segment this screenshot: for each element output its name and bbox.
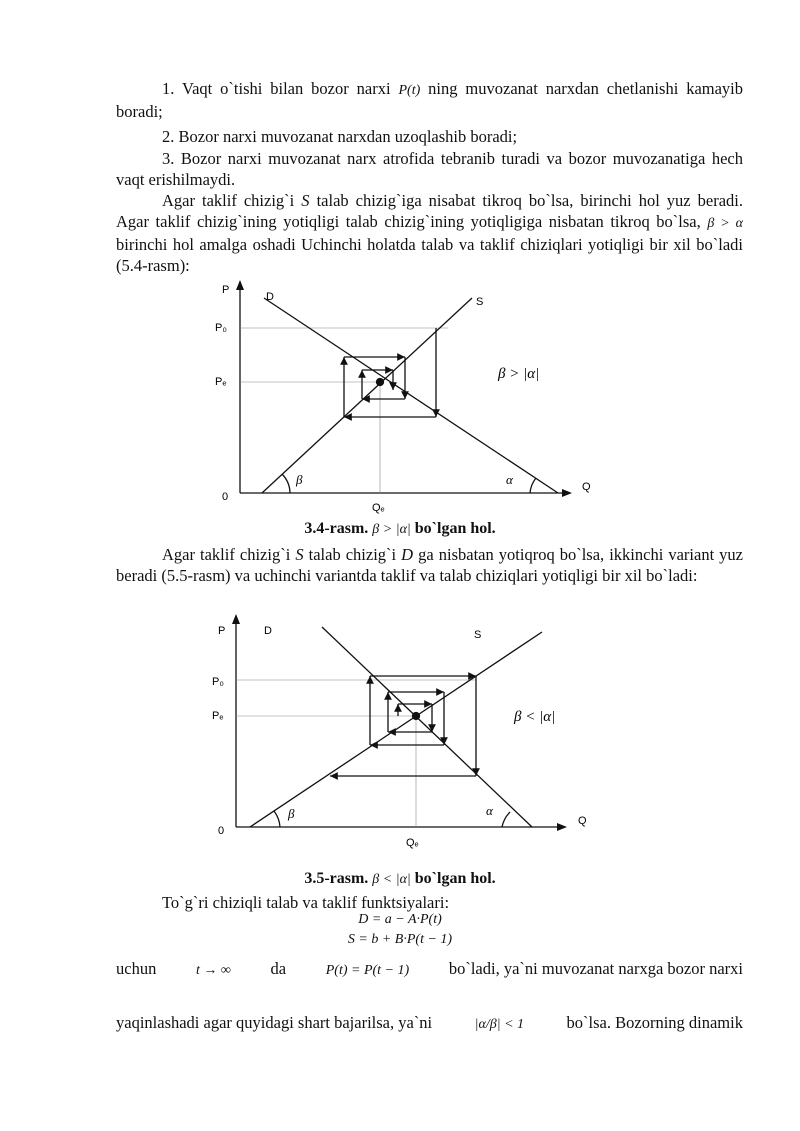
fig1-x-arrow xyxy=(562,489,572,497)
para1-text-a: 1. Vaqt o`tishi bilan bozor narxi xyxy=(162,79,391,98)
fig2-origin-label: 0 xyxy=(218,825,225,837)
paragraph-7 xyxy=(116,958,743,981)
fig1-caption-math: β > |α| xyxy=(372,522,411,537)
fig2-alpha-arc xyxy=(502,812,510,827)
fig2-q-label: Q xyxy=(578,815,587,827)
para4-text-b: talab chizig`iga nisabat tikroq bo`lsa, birinchi hol yuz beradi. Agar taklif chizig`ining yotiqligi talab chizig`ining yotiqligiga nisbatan tikroq bo`lsa, xyxy=(116,191,744,231)
figure-3-5 xyxy=(200,610,600,860)
paragraph-2: 2. Bozor narxi muvozanat narxdan uzoqlashib boradi; xyxy=(162,127,518,146)
paragraph-5 xyxy=(116,544,743,586)
math-t-to-infinity: t → ∞ xyxy=(195,963,231,978)
fig1-demand-line xyxy=(264,298,558,493)
para8-text-a: yaqinlashadi agar quyidagi shart bajarilsa, ya`ni xyxy=(116,1013,433,1032)
fig2-caption-number: 3.5-rasm. xyxy=(304,870,369,887)
fig2-p0-label: P₀ xyxy=(212,676,224,688)
para5-d: D xyxy=(401,545,414,564)
fig2-caption-math: β < |α| xyxy=(372,872,411,887)
fig2-qe-label: Qₑ xyxy=(406,837,419,849)
fig1-condition-label: β > |α| xyxy=(498,366,540,382)
fig1-caption xyxy=(0,520,800,538)
para7-text-a: uchun xyxy=(116,959,157,978)
fig1-p-label: P xyxy=(222,284,230,296)
para4-text-a: Agar taklif chizig`i xyxy=(162,191,295,210)
para4-s: S xyxy=(301,191,310,210)
para5-text-c: ga nisbatan yotiqroq bo`lsa, ikkinchi variant yuz beradi (5.5-rasm) va uchinchi variantda taklif va talab chiziqlari yotiqligi bir xil bo`ladi: xyxy=(116,545,744,585)
math-beta-gt-alpha: β > α xyxy=(707,216,743,231)
fig2-s-label: S xyxy=(474,629,482,641)
fig1-caption-text: bo`lgan hol. xyxy=(414,520,496,537)
paragraph-1 xyxy=(116,78,743,122)
paragraph-8 xyxy=(116,1012,743,1035)
fig2-equilibrium-point xyxy=(413,713,420,720)
fig1-alpha-arc xyxy=(530,478,536,493)
math-p-of-t: P(t) xyxy=(398,83,421,98)
fig2-beta-arc xyxy=(274,811,280,827)
fig1-alpha-label: α xyxy=(506,472,513,487)
para5-text-b: talab chizig`i xyxy=(308,545,397,564)
para8-text-b: bo`lsa. Bozorning dinamik xyxy=(566,1013,743,1032)
fig1-y-arrow xyxy=(236,280,244,290)
paragraph-6: To`g`ri chiziqli talab va taklif funktsiyalari: xyxy=(162,893,450,912)
math-alpha-over-beta-condition: |α/β| < 1 xyxy=(474,1017,525,1032)
fig2-demand-line xyxy=(322,627,532,827)
fig1-qe-label: Qₑ xyxy=(372,502,385,514)
fig1-pe-label: Pₑ xyxy=(215,376,227,388)
fig2-p-label: P xyxy=(218,625,226,637)
para7-text-b: da xyxy=(270,959,287,978)
fig2-y-arrow xyxy=(232,614,240,624)
fig1-origin-label: 0 xyxy=(222,491,229,503)
fig1-beta-label: β xyxy=(296,472,303,487)
fig1-d-label: D xyxy=(266,291,274,303)
equation-demand: D = a − A·P(t) xyxy=(358,912,442,927)
fig2-beta-label: β xyxy=(288,806,295,821)
fig1-q-label: Q xyxy=(582,481,591,493)
figure-3-4 xyxy=(200,275,600,520)
para5-text-a: Agar taklif chizig`i xyxy=(162,545,291,564)
fig2-supply-line xyxy=(250,632,542,827)
paragraph-4 xyxy=(116,190,743,276)
fig1-s-label: S xyxy=(476,296,484,308)
paragraph-3: 3. Bozor narxi muvozanat narx atrofida tebranib turadi va bozor muvozanatiga hech vaqt erishilmaydi. xyxy=(116,149,743,189)
fig1-supply-line xyxy=(262,298,472,493)
fig2-caption-text: bo`lgan hol. xyxy=(414,870,496,887)
para7-text-c: bo`ladi, ya`ni muvozanat narxga bozor narxi xyxy=(448,959,743,978)
fig1-beta-arc xyxy=(282,474,290,493)
fig2-x-arrow xyxy=(557,823,567,831)
fig1-caption-number: 3.4-rasm. xyxy=(304,520,369,537)
fig1-p0-label: P₀ xyxy=(215,322,227,334)
para5-s: S xyxy=(295,545,304,564)
equation-supply: S = b + B·P(t − 1) xyxy=(347,932,453,947)
fig2-alpha-label: α xyxy=(486,803,493,818)
math-pt-equals-pt-1: P(t) = P(t − 1) xyxy=(325,963,410,978)
para4-text-c: birinchi hol amalga oshadi Uchinchi holatda talab va taklif chiziqlari yotiqligi bir xil bo`ladi (5.4-rasm): xyxy=(116,235,743,275)
para1-text-b: ning muvozanat narxdan chetlanishi kamayib boradi; xyxy=(116,79,744,121)
fig2-pe-label: Pₑ xyxy=(212,710,224,722)
fig1-equilibrium-point xyxy=(377,379,384,386)
fig2-d-label: D xyxy=(264,625,272,637)
fig2-caption xyxy=(0,870,800,888)
fig2-condition-label: β < |α| xyxy=(514,709,556,725)
